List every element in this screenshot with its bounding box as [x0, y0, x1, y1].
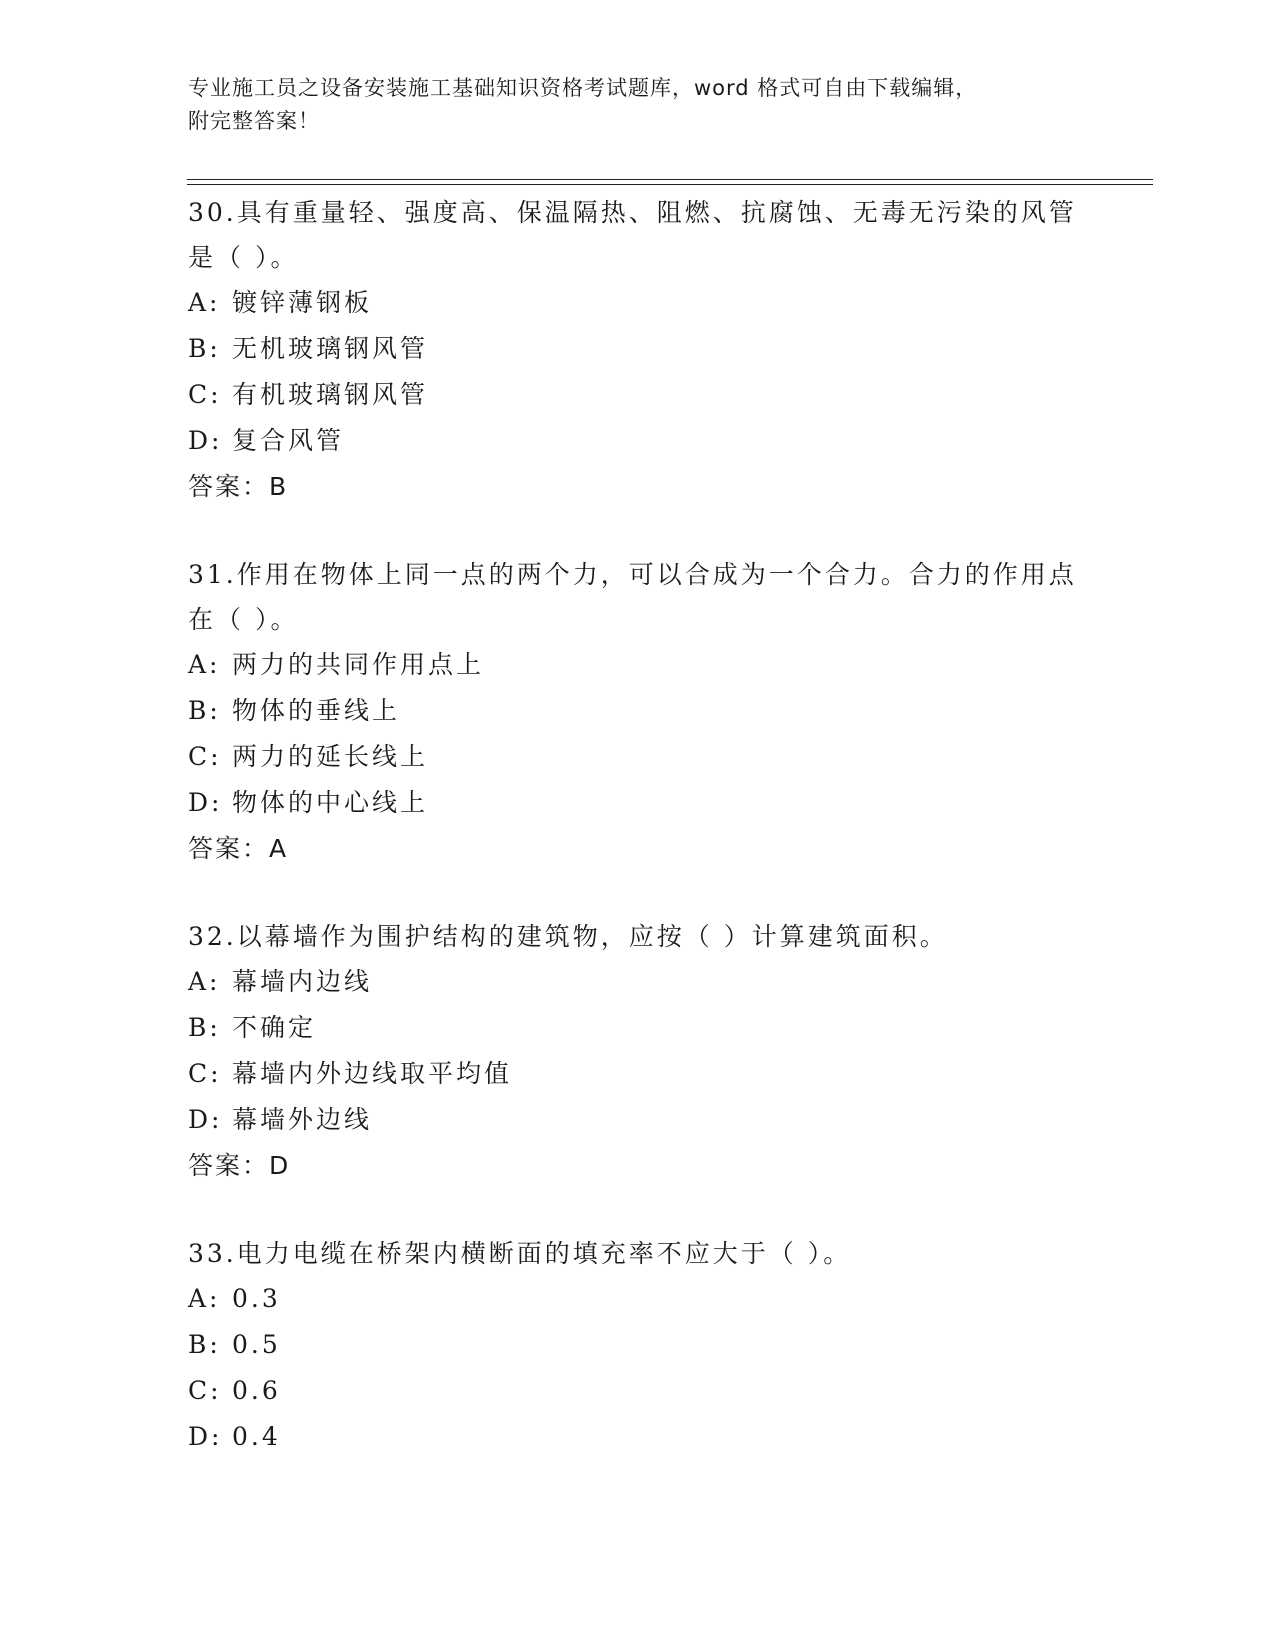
answer-line: 答案：D [188, 1151, 291, 1180]
option-d [188, 1097, 1088, 1143]
option-letter: A: [188, 288, 221, 317]
question-30 [188, 190, 1088, 510]
option-letter: A: [188, 1284, 221, 1313]
option-text: 0.6 [232, 1376, 281, 1405]
option-c [188, 372, 1088, 418]
option-text: 物体的垂线上 [232, 696, 401, 725]
option-text: 两力的共同作用点上 [232, 650, 485, 679]
option-c [188, 1051, 1088, 1097]
option-a [188, 959, 1088, 1005]
option-letter: A: [188, 650, 221, 679]
option-c [188, 734, 1088, 780]
option-letter: D: [188, 788, 223, 817]
option-b [188, 326, 1088, 372]
option-letter: C: [188, 1059, 222, 1088]
option-text: 0.5 [232, 1330, 281, 1359]
option-d [188, 1414, 1088, 1460]
question-stem: 33.电力电缆在桥架内横断面的填充率不应大于（ ）。 [188, 1239, 852, 1268]
question-31 [188, 552, 1088, 872]
question-stem: 31.作用在物体上同一点的两个力，可以合成为一个合力。合力的作用点在（ ）。 [188, 560, 1077, 634]
option-text: 无机玻璃钢风管 [232, 334, 429, 363]
option-letter: B: [188, 1330, 221, 1359]
option-b [188, 1005, 1088, 1051]
option-b [188, 1322, 1088, 1368]
question-stem: 30.具有重量轻、强度高、保温隔热、阻燃、抗腐蚀、无毒无污染的风管是（ ）。 [188, 198, 1077, 272]
option-text: 两力的延长线上 [232, 742, 429, 771]
option-letter: C: [188, 742, 222, 771]
option-text: 幕墙内边线 [232, 967, 373, 996]
option-a [188, 280, 1088, 326]
option-d [188, 780, 1088, 826]
option-text: 有机玻璃钢风管 [232, 380, 429, 409]
option-letter: B: [188, 1013, 221, 1042]
question-32 [188, 914, 1088, 1189]
question-33 [188, 1231, 1088, 1460]
option-text: 不确定 [232, 1013, 317, 1042]
option-letter: B: [188, 334, 221, 363]
option-letter: D: [188, 1105, 223, 1134]
option-letter: C: [188, 380, 222, 409]
document-header [188, 72, 1088, 138]
option-text: 镀锌薄钢板 [232, 288, 373, 317]
option-text: 物体的中心线上 [232, 788, 429, 817]
option-b [188, 688, 1088, 734]
option-text: 0.3 [232, 1284, 281, 1313]
option-a [188, 642, 1088, 688]
answer-line: 答案：B [188, 472, 289, 501]
option-d [188, 418, 1088, 464]
option-letter: D: [188, 426, 223, 455]
option-text: 幕墙内外边线取平均值 [232, 1059, 513, 1088]
option-c [188, 1368, 1088, 1414]
answer-line: 答案：A [188, 834, 289, 863]
question-list [188, 190, 1088, 1502]
option-text: 0.4 [232, 1422, 281, 1451]
option-text: 复合风管 [232, 426, 345, 455]
option-letter: B: [188, 696, 221, 725]
header-divider-bottom [187, 184, 1153, 185]
option-letter: C: [188, 1376, 222, 1405]
question-stem: 32.以幕墙作为围护结构的建筑物，应按（ ）计算建筑面积。 [188, 922, 948, 951]
option-a [188, 1276, 1088, 1322]
header-line-1: 专业施工员之设备安装施工基础知识资格考试题库，word 格式可自由下载编辑， [188, 76, 978, 100]
option-letter: A: [188, 967, 221, 996]
option-text: 幕墙外边线 [232, 1105, 373, 1134]
header-divider-top [187, 179, 1153, 180]
header-line-2: 附完整答案！ [188, 109, 320, 133]
option-letter: D: [188, 1422, 223, 1451]
